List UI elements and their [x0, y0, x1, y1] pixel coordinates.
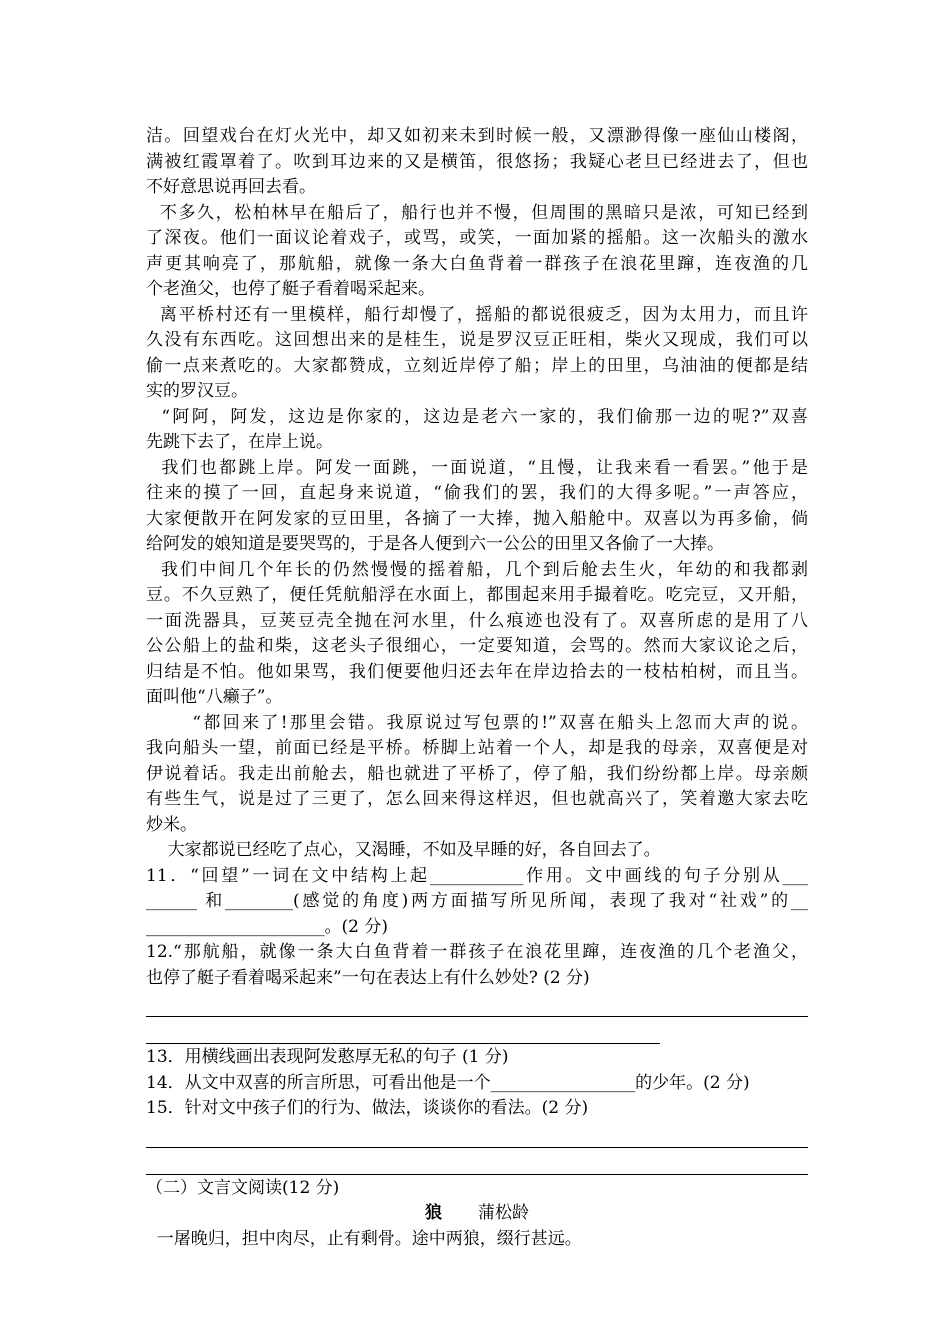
- reading-passage: [146, 124, 808, 864]
- passage-line: 满被红霞罩着了。吹到耳边来的又是横笛，很悠扬；我疑心老旦已经进去了，但也: [146, 151, 808, 172]
- passage-line: 不多久，松柏林早在船后了，船行也并不慢，但周围的黑暗只是浓，可知已经到: [146, 202, 808, 223]
- q12-line-1: 12.“那航船，就像一条大白鱼背着一群孩子在浪花里蹿，连夜渔的几个老渔父，: [146, 942, 808, 962]
- passage-line: 离平桥村还有一里模样，船行却慢了，摇船的都说很疲乏，因为太用力，而且许: [146, 304, 808, 325]
- question-13: 13．用横线画出表现阿发憨厚无私的句子 (1 分): [146, 1047, 509, 1067]
- passage-line: 我们也都跳上岸。阿发一面跳，一面说道，“且慢，让我来看一看罢。”他于是: [146, 457, 808, 478]
- passage-line: 公公船上的盐和柴，这老头子很细心，一定要知道，会骂的。然而大家议论之后，: [146, 636, 808, 656]
- answer-line[interactable]: [146, 1018, 660, 1044]
- q12-line-2: 也停了艇子看着喝采起来”一句在表达上有什么妙处? (2 分): [146, 967, 590, 988]
- passage-line: 先跳下去了，在岸上说。: [146, 432, 333, 452]
- question-15: [146, 1096, 808, 1175]
- passage-line: 洁。回望戏台在灯火光中，却又如初来未到时候一般，又漂渺得像一座仙山楼阁，: [146, 126, 808, 146]
- answer-line[interactable]: [146, 1122, 808, 1148]
- answer-line[interactable]: [146, 1149, 808, 1175]
- passage-line: 豆。不久豆熟了，便任凭航船浮在水面上，都围起来用手撮着吃。吃完豆，又开船，: [146, 585, 808, 605]
- passage-line: 往来的摸了一回，直起身来说道，“偷我们的罢，我们的大得多呢。”一声答应，: [146, 483, 808, 503]
- question-12: [146, 940, 808, 1044]
- passage-line: “阿阿，阿发，这边是你家的，这边是老六一家的，我们偷那一边的呢?”双喜: [146, 406, 808, 427]
- passage-line: 偷一点来煮吃的。大家都赞成，立刻近岸停了船；岸上的田里，乌油油的便都是结: [146, 355, 808, 376]
- text-title: 狼: [425, 1203, 442, 1223]
- passage-line: 我们中间几个年长的仍然慢慢的摇着船，几个到后舱去生火，年幼的和我都剥: [146, 559, 808, 580]
- passage-line: 实的罗汉豆。: [146, 381, 248, 401]
- question-11: [146, 864, 808, 941]
- text-author: 蒲松龄: [478, 1203, 529, 1223]
- q11-line-3: _____________________。(2 分): [146, 916, 388, 937]
- passage-line: 了深夜。他们一面议论着戏子，或骂，或笑，一面加紧的摇船。这一次船头的激水: [146, 228, 808, 248]
- passage-line: 面叫他“八癞子”。: [146, 687, 283, 707]
- passage-line: 我向船头一望，前面已经是平桥。桥脚上站着一个人，却是我的母亲，双喜便是对: [146, 738, 808, 758]
- answer-line[interactable]: [146, 991, 808, 1017]
- passage-line: 一面洗器具，豆荚豆壳全抛在河水里，什么痕迹也没有了。双喜所虑的是用了八: [146, 610, 808, 631]
- passage-line: 个老渔父，也停了艇子看着喝采起来。: [146, 279, 435, 299]
- passage-line: 不好意思说再回去看。: [146, 177, 316, 197]
- q15-text: 15．针对文中孩子们的行为、做法，谈谈你的看法。(2 分): [146, 1098, 589, 1118]
- passage-line: 炒米。: [146, 814, 197, 835]
- q11-line-2: ______ 和________(感觉的角度)两方面描写所见所闻，表现了我对“社戏”的__: [146, 891, 808, 911]
- poem-title-row: [146, 1201, 808, 1227]
- question-14: 14．从文中双喜的所言所思，可看出他是一个_________________的少年。(2 分): [146, 1072, 750, 1093]
- exam-page: [146, 124, 808, 1252]
- passage-line: 伊说着话。我走出前舱去，船也就进了平桥了，停了船，我们纷纷都上岸。母亲颇: [146, 763, 808, 784]
- q11-line-1: 11．“回望”一词在文中结构上起___________作用。文中画线的句子分别从___: [146, 865, 808, 886]
- passage-line: 声更其响亮了，那航船，就像一条大白鱼背着一群孩子在浪花里蹿，连夜渔的几: [146, 253, 808, 274]
- section-heading: （二）文言文阅读(12 分): [146, 1177, 340, 1198]
- passage-line: 给阿发的娘知道是要哭骂的，于是各人便到六一公公的田里又各偷了一大捧。: [146, 534, 724, 554]
- passage-line: 归结是不怕。他如果骂，我们便要他归还去年在岸边拾去的一枝枯柏树，而且当。: [146, 661, 808, 682]
- classical-text-line: 一屠晚归，担中肉尽，止有剩骨。途中两狼，缀行甚远。: [146, 1228, 582, 1249]
- passage-line: 久没有东西吃。这回想出来的是桂生，说是罗汉豆正旺相，柴火又现成，我们可以: [146, 330, 808, 350]
- passage-line: 大家便散开在阿发家的豆田里，各摘了一大捧，抛入船舱中。双喜以为再多偷，倘: [146, 508, 808, 529]
- passage-line: 有些生气，说是过了三更了，怎么回来得这样迟，但也就高兴了，笑着邀大家去吃: [146, 789, 808, 809]
- passage-line: “都回来了!那里会错。我原说过写包票的!”双喜在船头上忽而大声的说。: [146, 712, 808, 733]
- passage-line: 大家都说已经吃了点心，又渴睡，不如及早睡的好，各自回去了。: [146, 840, 661, 860]
